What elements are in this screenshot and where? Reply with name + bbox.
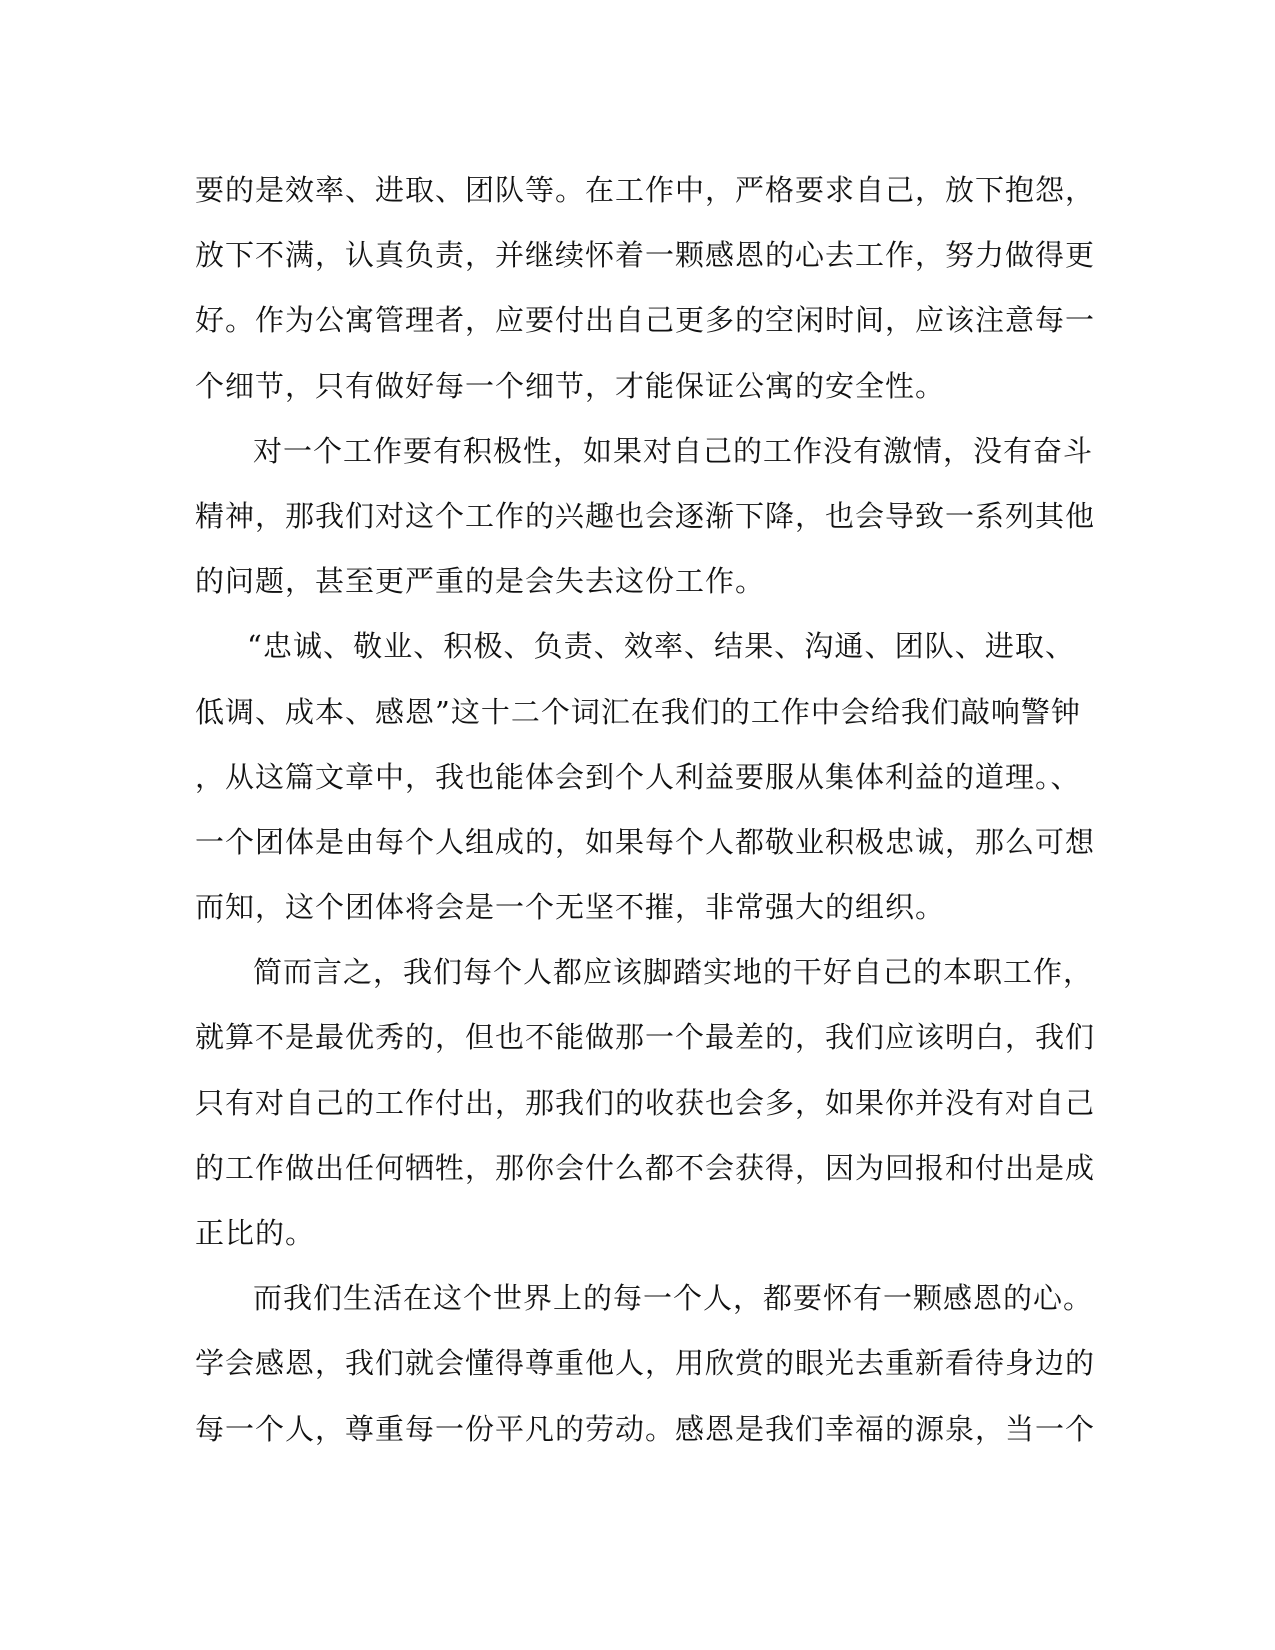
text-line: 只有对自己的工作付出，那我们的收获也会多，如果你并没有对自己 — [195, 1085, 1096, 1120]
text-line: 学会感恩，我们就会懂得尊重他人，用欣赏的眼光去重新看待身边的 — [195, 1346, 1096, 1381]
text-line: 要的是效率、进取、团队等。在工作中，严格要求自己，放下抱怨， — [195, 173, 1096, 207]
text-line: ，从这篇文章中，我也能体会到个人利益要服从集体利益的道理。、 — [195, 759, 1081, 794]
text-line: 一个团体是由每个人组成的，如果每个人都敬业积极忠诚，那么可想 — [195, 824, 1096, 859]
text-line: 的工作做出任何牺牲，那你会什么都不会获得，因为回报和付出是成 — [195, 1150, 1096, 1185]
text-line: 而知，这个团体将会是一个无坚不摧，非常强大的组织。 — [195, 890, 946, 925]
text-line: 的问题，甚至更严重的是会失去这份工作。 — [195, 564, 766, 599]
text-line: 简而言之，我们每个人都应该脚踏实地的干好自己的本职工作， — [253, 955, 1094, 990]
text-line: 每一个人，尊重每一份平凡的劳动。感恩是我们幸福的源泉，当一个 — [195, 1411, 1096, 1446]
text-line: 低调、成本、感恩”这十二个词汇在我们的工作中会给我们敲响警钟 — [195, 694, 1081, 729]
text-line: 而我们生活在这个世界上的每一个人，都要怀有一颗感恩的心。 — [253, 1281, 1094, 1316]
text-line: 个细节，只有做好每一个细节，才能保证公寓的安全性。 — [195, 368, 946, 403]
text-line: 对一个工作要有积极性，如果对自己的工作没有激情，没有奋斗 — [253, 433, 1094, 468]
document-body — [195, 158, 1096, 1462]
text-line: 放下不满，认真负责，并继续怀着一颗感恩的心去工作，努力做得更 — [195, 238, 1096, 273]
text-line: 精神，那我们对这个工作的兴趣也会逐渐下降，也会导致一系列其他 — [195, 498, 1096, 533]
text-line: “忠诚、敬业、积极、负责、效率、结果、沟通、团队、进取、 — [247, 629, 1075, 664]
text-line: 好。作为公寓管理者，应要付出自己更多的空闲时间，应该注意每一 — [195, 303, 1096, 338]
text-line: 正比的。 — [195, 1216, 316, 1250]
text-line: 就算不是最优秀的，但也不能做那一个最差的，我们应该明白，我们 — [195, 1020, 1096, 1055]
